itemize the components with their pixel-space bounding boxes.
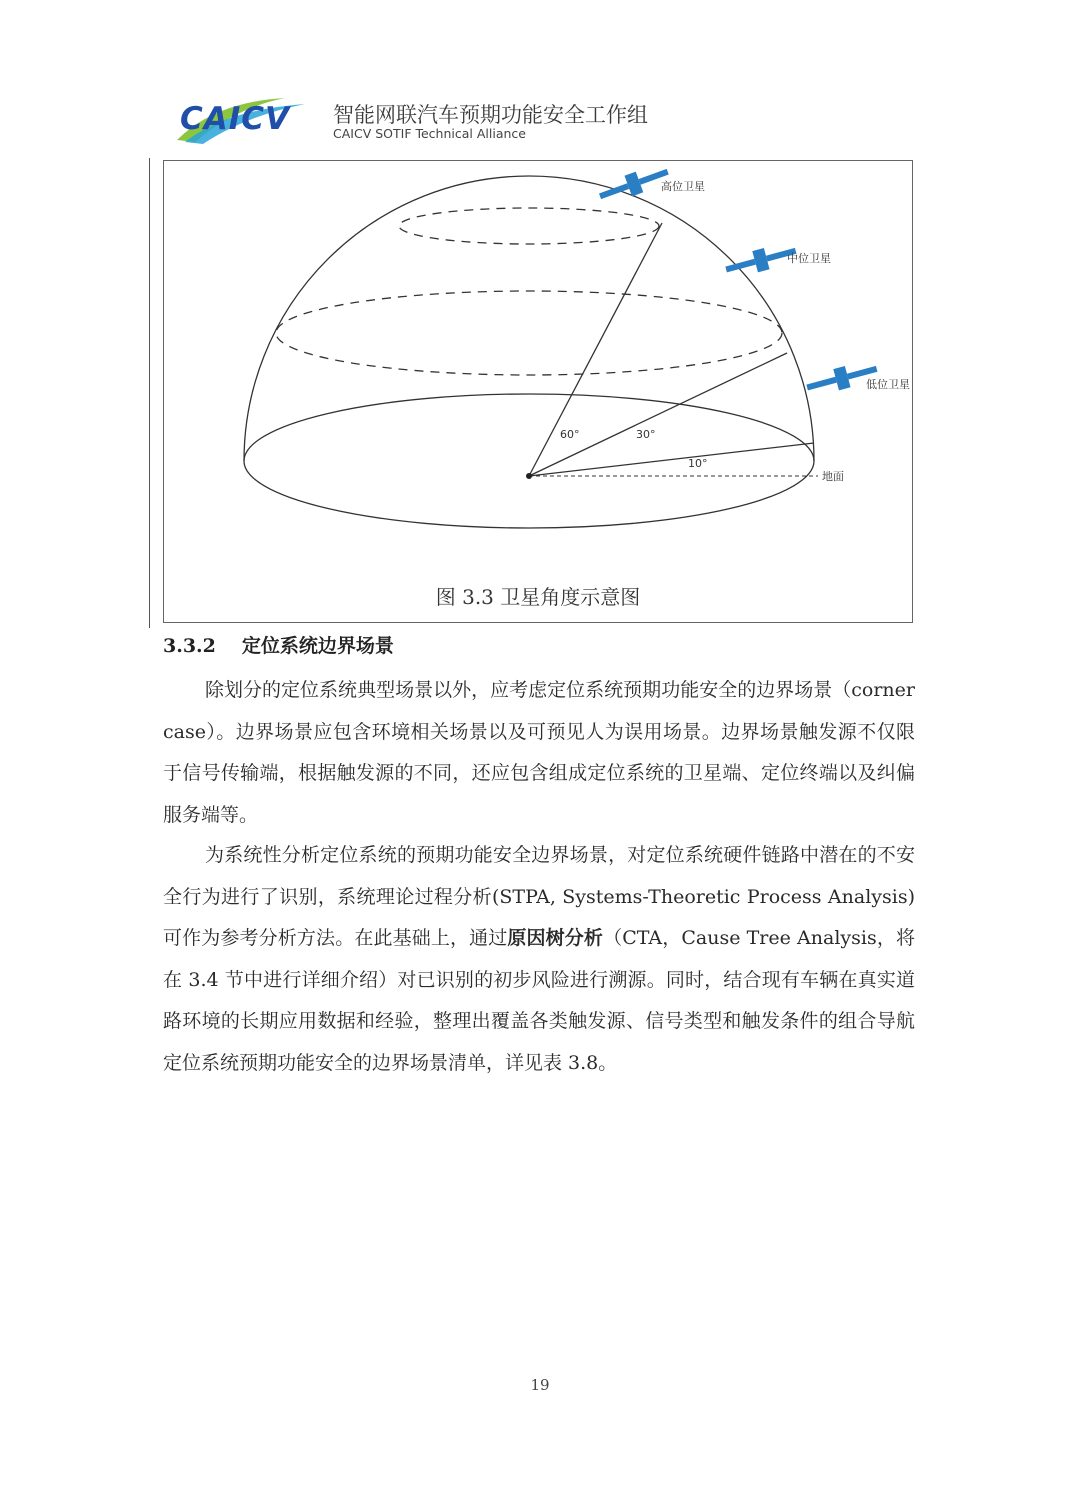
mid-latitude-ring — [276, 291, 782, 375]
label-angle-60: 60° — [560, 428, 580, 441]
paragraph-2-bold-term: 原因树分析 — [507, 927, 604, 949]
paragraph-2-part-1: 为系统性分析定位系统的预期功能安全边界场景，对定位系统硬件链路中潜在的不安全行为进行了识别，系统理论过程分析(STPA, Systems-Theoretic Process Analysis)可作为参考分析方法。在此基础上，通过 — [163, 844, 915, 949]
label-angle-10: 10° — [688, 457, 708, 470]
figure-caption: 图 3.3 卫星角度示意图 — [435, 585, 641, 609]
satellite-angle-figure — [163, 160, 913, 623]
ray-30-degrees — [529, 353, 787, 476]
label-low-satellite: 低位卫星 — [866, 378, 910, 391]
origin-point — [526, 473, 532, 479]
section-number: 3.3.2 — [163, 635, 216, 657]
dome-outline — [244, 176, 814, 461]
page-number: 19 — [530, 1376, 550, 1394]
section-heading — [163, 631, 394, 658]
header-title-en: CAICV SOTIF Technical Alliance — [333, 126, 526, 141]
section-title: 定位系统边界场景 — [241, 635, 394, 657]
label-mid-satellite: 中位卫星 — [787, 252, 831, 265]
caicv-logo — [175, 92, 325, 148]
ray-10-degrees — [529, 443, 814, 476]
label-ground: 地面 — [822, 470, 844, 483]
label-angle-30: 30° — [636, 428, 656, 441]
margin-rule — [149, 158, 150, 628]
paragraph-2-part-2: （CTA，Cause Tree Analysis，将在 3.4 节中进行详细介绍）对已识别的初步风险进行溯源。同时，结合现有车辆在真实道路环境的长期应用数据和经验，整理出覆盖各类触发源、信号类型和触发条件的组合导航定位系统预期功能安全的边界场景清单，详见表 3.8。 — [163, 927, 915, 1074]
ground-ellipse — [244, 394, 814, 528]
logo-text: CAICV — [180, 101, 291, 137]
high-latitude-ring — [399, 208, 659, 244]
label-high-satellite: 高位卫星 — [661, 180, 705, 193]
hemisphere-diagram — [164, 161, 914, 624]
document-header — [175, 92, 695, 148]
paragraph-1: 除划分的定位系统典型场景以外，应考虑定位系统预期功能安全的边界场景（corner case）。边界场景应包含环境相关场景以及可预见人为误用场景。边界场景触发源不仅限于信号传输端，根据触发源的不同，还应包含组成定位系统的卫星端、定位终端以及纠偏服务端等。 — [163, 679, 915, 826]
paragraph-2 — [163, 835, 915, 1084]
header-title-cn: 智能网联汽车预期功能安全工作组 — [333, 103, 648, 127]
